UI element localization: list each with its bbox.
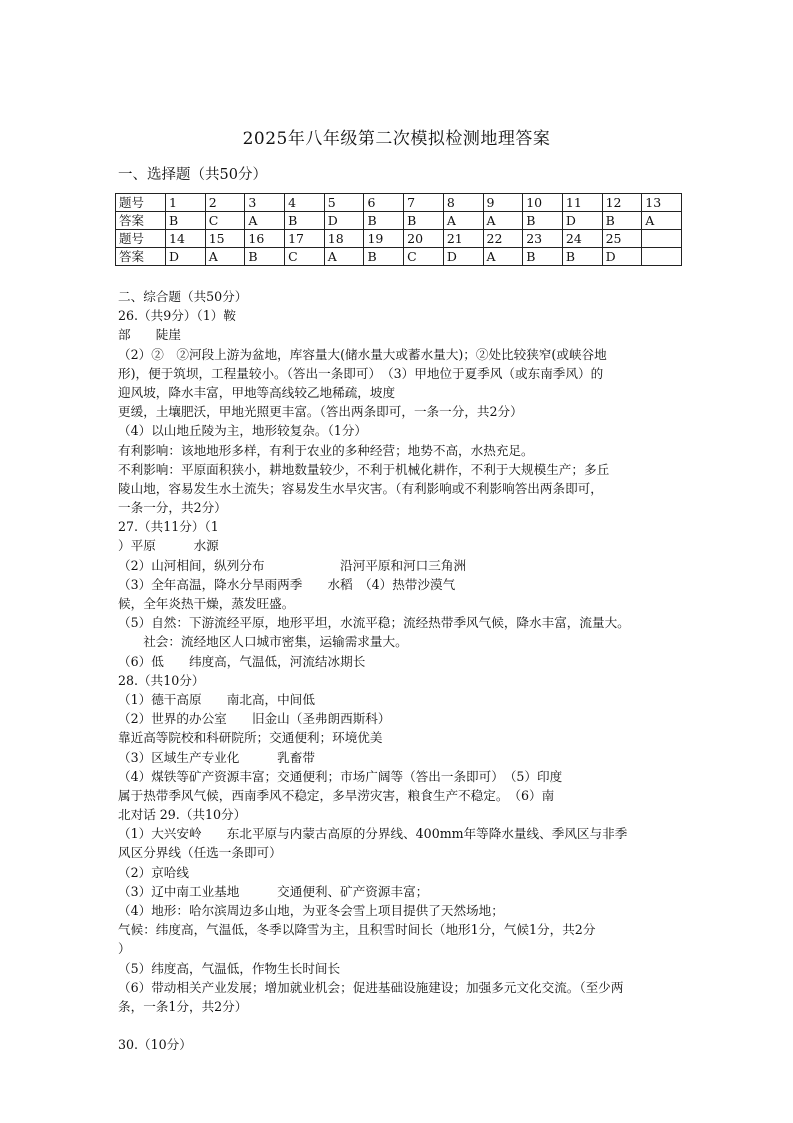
- answer-line: 更缓，土壤肥沃，甲地光照更丰富。（答出两条即可，一条一分，共2分）: [118, 404, 523, 420]
- page-title: 2025年八年级第二次模拟检测地理答案: [242, 129, 551, 149]
- table-cell: B: [364, 248, 404, 266]
- answer-line: 社会：流经地区人口城市密集，运输需求量大。: [118, 634, 408, 650]
- table-cell: C: [285, 248, 325, 266]
- answer-line: （2）② ②河段上游为盆地，库容量大(储水量大或蓄水量大)；②处比较狭窄(或峡谷地: [118, 346, 607, 362]
- answer-line: （2）世界的办公室 旧金山（圣弗朗西斯科）: [118, 711, 391, 727]
- answer-line: 迎风坡，降水丰富，甲地等高线较乙地稀疏，坡度: [118, 384, 396, 400]
- answer-line: 靠近高等院校和科研院所；交通便利；环境优美: [118, 730, 383, 746]
- table-cell: 12: [602, 194, 642, 212]
- answer-line: 风区分界线（任选一条即可）: [118, 845, 282, 861]
- answer-line: 二、综合题（共50分）: [118, 289, 248, 304]
- answer-line: 属于热带季风气候，西南季风不稳定，多旱涝灾害，粮食生产不稳定。 （6）南: [118, 787, 555, 803]
- answer-line: 30.（10分）: [118, 1037, 192, 1053]
- table-cell: 23: [523, 230, 563, 248]
- table-cell: 20: [404, 230, 444, 248]
- table-cell: 19: [364, 230, 404, 248]
- answer-line: 陵山地，容易发生水土流失；容易发生水旱灾害。（有利影响或不利影响答出两条即可，: [118, 480, 603, 496]
- table-cell: 1: [166, 194, 206, 212]
- table-cell: 9: [483, 194, 523, 212]
- table-cell: 3: [245, 194, 285, 212]
- answer-line: 28.（共10分）: [118, 672, 205, 688]
- table-row: [116, 230, 682, 248]
- table-cell: 24: [562, 230, 602, 248]
- answer-line: 26.（共9分）（1）鞍: [118, 308, 236, 324]
- answer-line: ）平原 水源: [118, 538, 219, 554]
- answer-line: （1）德干高原 南北高，中间低: [118, 691, 315, 707]
- section-heading-choice: 一、选择题（共50分）: [118, 167, 267, 183]
- answer-line: 形)，便于筑坝，工程量较小。（答出一条即可） （3）甲地位于夏季风（或东南季风）的: [118, 365, 604, 381]
- table-cell: D: [166, 248, 206, 266]
- answer-line: 有利影响：该地地形多样，有利于农业的多种经营；地势不高，水热充足。: [118, 442, 534, 458]
- table-cell: [642, 248, 682, 266]
- row-header-cell: 题号: [116, 230, 166, 248]
- table-cell: B: [602, 212, 642, 230]
- table-cell: A: [642, 212, 682, 230]
- table-cell: D: [443, 248, 483, 266]
- table-row: [116, 212, 682, 230]
- answer-line: 北对话 29.（共10分）: [118, 807, 247, 823]
- table-cell: D: [324, 212, 364, 230]
- answer-line: （5）自然：下游流经平原，地形平坦，水流平稳；流经热带季风气候，降水丰富，流量大。: [118, 615, 630, 631]
- answer-line: （3）区域生产专业化 乳畜带: [118, 749, 315, 765]
- answer-line: （4）地形：哈尔滨周边多山地，为亚冬会雪上项目提供了天然场地；: [118, 903, 504, 918]
- table-cell: B: [562, 248, 602, 266]
- table-cell: A: [483, 248, 523, 266]
- answer-line: 部 陡崖: [118, 327, 181, 343]
- answer-line: ）: [118, 941, 131, 957]
- table-cell: C: [404, 248, 444, 266]
- table-cell: 4: [285, 194, 325, 212]
- table-cell: 15: [205, 230, 245, 248]
- table-cell: B: [404, 212, 444, 230]
- table-cell: [642, 230, 682, 248]
- table-cell: B: [523, 248, 563, 266]
- table-cell: B: [166, 212, 206, 230]
- answer-line: 27.（共11分）（1: [118, 519, 219, 535]
- table-cell: A: [245, 212, 285, 230]
- row-header-cell: 答案: [116, 248, 166, 266]
- table-cell: 14: [166, 230, 206, 248]
- answer-line: [118, 1016, 688, 1035]
- table-cell: 17: [285, 230, 325, 248]
- answer-line: 候，全年炎热干燥，蒸发旺盛。: [118, 596, 295, 611]
- table-cell: A: [205, 248, 245, 266]
- table-cell: B: [364, 212, 404, 230]
- table-row: [116, 194, 682, 212]
- answer-line: 条，一条1分，共2分）: [118, 998, 248, 1014]
- answer-line: （6）带动相关产业发展；增加就业机会；促进基础设施建设；加强多元文化交流。（至少两: [118, 979, 624, 995]
- answer-line: 气候：纬度高，气温低，冬季以降雪为主，且积雪时间长（地形1分，气候1分，共2分: [118, 922, 596, 938]
- answer-line: （2）山河相间，纵列分布 沿河平原和河口三角洲: [118, 557, 467, 573]
- answer-line: （4）以山地丘陵为主，地形较复杂。（1分）: [118, 423, 368, 439]
- table-cell: 11: [562, 194, 602, 212]
- answer-line: （2）京哈线: [118, 864, 189, 880]
- table-cell: 8: [443, 194, 483, 212]
- table-cell: B: [285, 212, 325, 230]
- answer-line: 一条一分，共2分）: [118, 500, 227, 516]
- table-cell: D: [602, 248, 642, 266]
- table-cell: 25: [602, 230, 642, 248]
- table-cell: 10: [523, 194, 563, 212]
- answer-line: （3）辽中南工业基地 交通便利、矿产资源丰富；: [118, 883, 429, 899]
- table-cell: 7: [404, 194, 444, 212]
- table-cell: B: [245, 248, 285, 266]
- answer-line: 不利影响：平原面积狭小，耕地数量较少，不利于机械化耕作，不利于大规模生产；多丘: [118, 461, 610, 477]
- table-cell: 6: [364, 194, 404, 212]
- table-cell: 16: [245, 230, 285, 248]
- table-cell: A: [324, 248, 364, 266]
- answer-line: （3）全年高温，降水分旱雨两季 水稻 （4）热带沙漠气: [118, 576, 456, 592]
- table-cell: 2: [205, 194, 245, 212]
- table-cell: 5: [324, 194, 364, 212]
- answer-table: [115, 193, 682, 266]
- table-cell: D: [562, 212, 602, 230]
- table-cell: C: [205, 212, 245, 230]
- table-cell: 21: [443, 230, 483, 248]
- table-cell: 22: [483, 230, 523, 248]
- answer-line: （6）低 纬度高，气温低，河流结冰期长: [118, 653, 366, 669]
- answer-line: （4）煤铁等矿产资源丰富；交通便利；市场广阔等（答出一条即可） （5）印度: [118, 768, 563, 784]
- row-header-cell: 答案: [116, 212, 166, 230]
- table-cell: 18: [324, 230, 364, 248]
- table-cell: A: [483, 212, 523, 230]
- answer-line: （1）大兴安岭 东北平原与内蒙古高原的分界线、400mm年等降水量线、季风区与非季: [118, 826, 628, 842]
- answer-body: [118, 287, 688, 1055]
- row-header-cell: 题号: [116, 194, 166, 212]
- answer-line: （5）纬度高，气温低，作物生长时间长: [118, 960, 341, 976]
- table-cell: B: [523, 212, 563, 230]
- table-row: [116, 248, 682, 266]
- table-cell: A: [443, 212, 483, 230]
- table-cell: 13: [642, 194, 682, 212]
